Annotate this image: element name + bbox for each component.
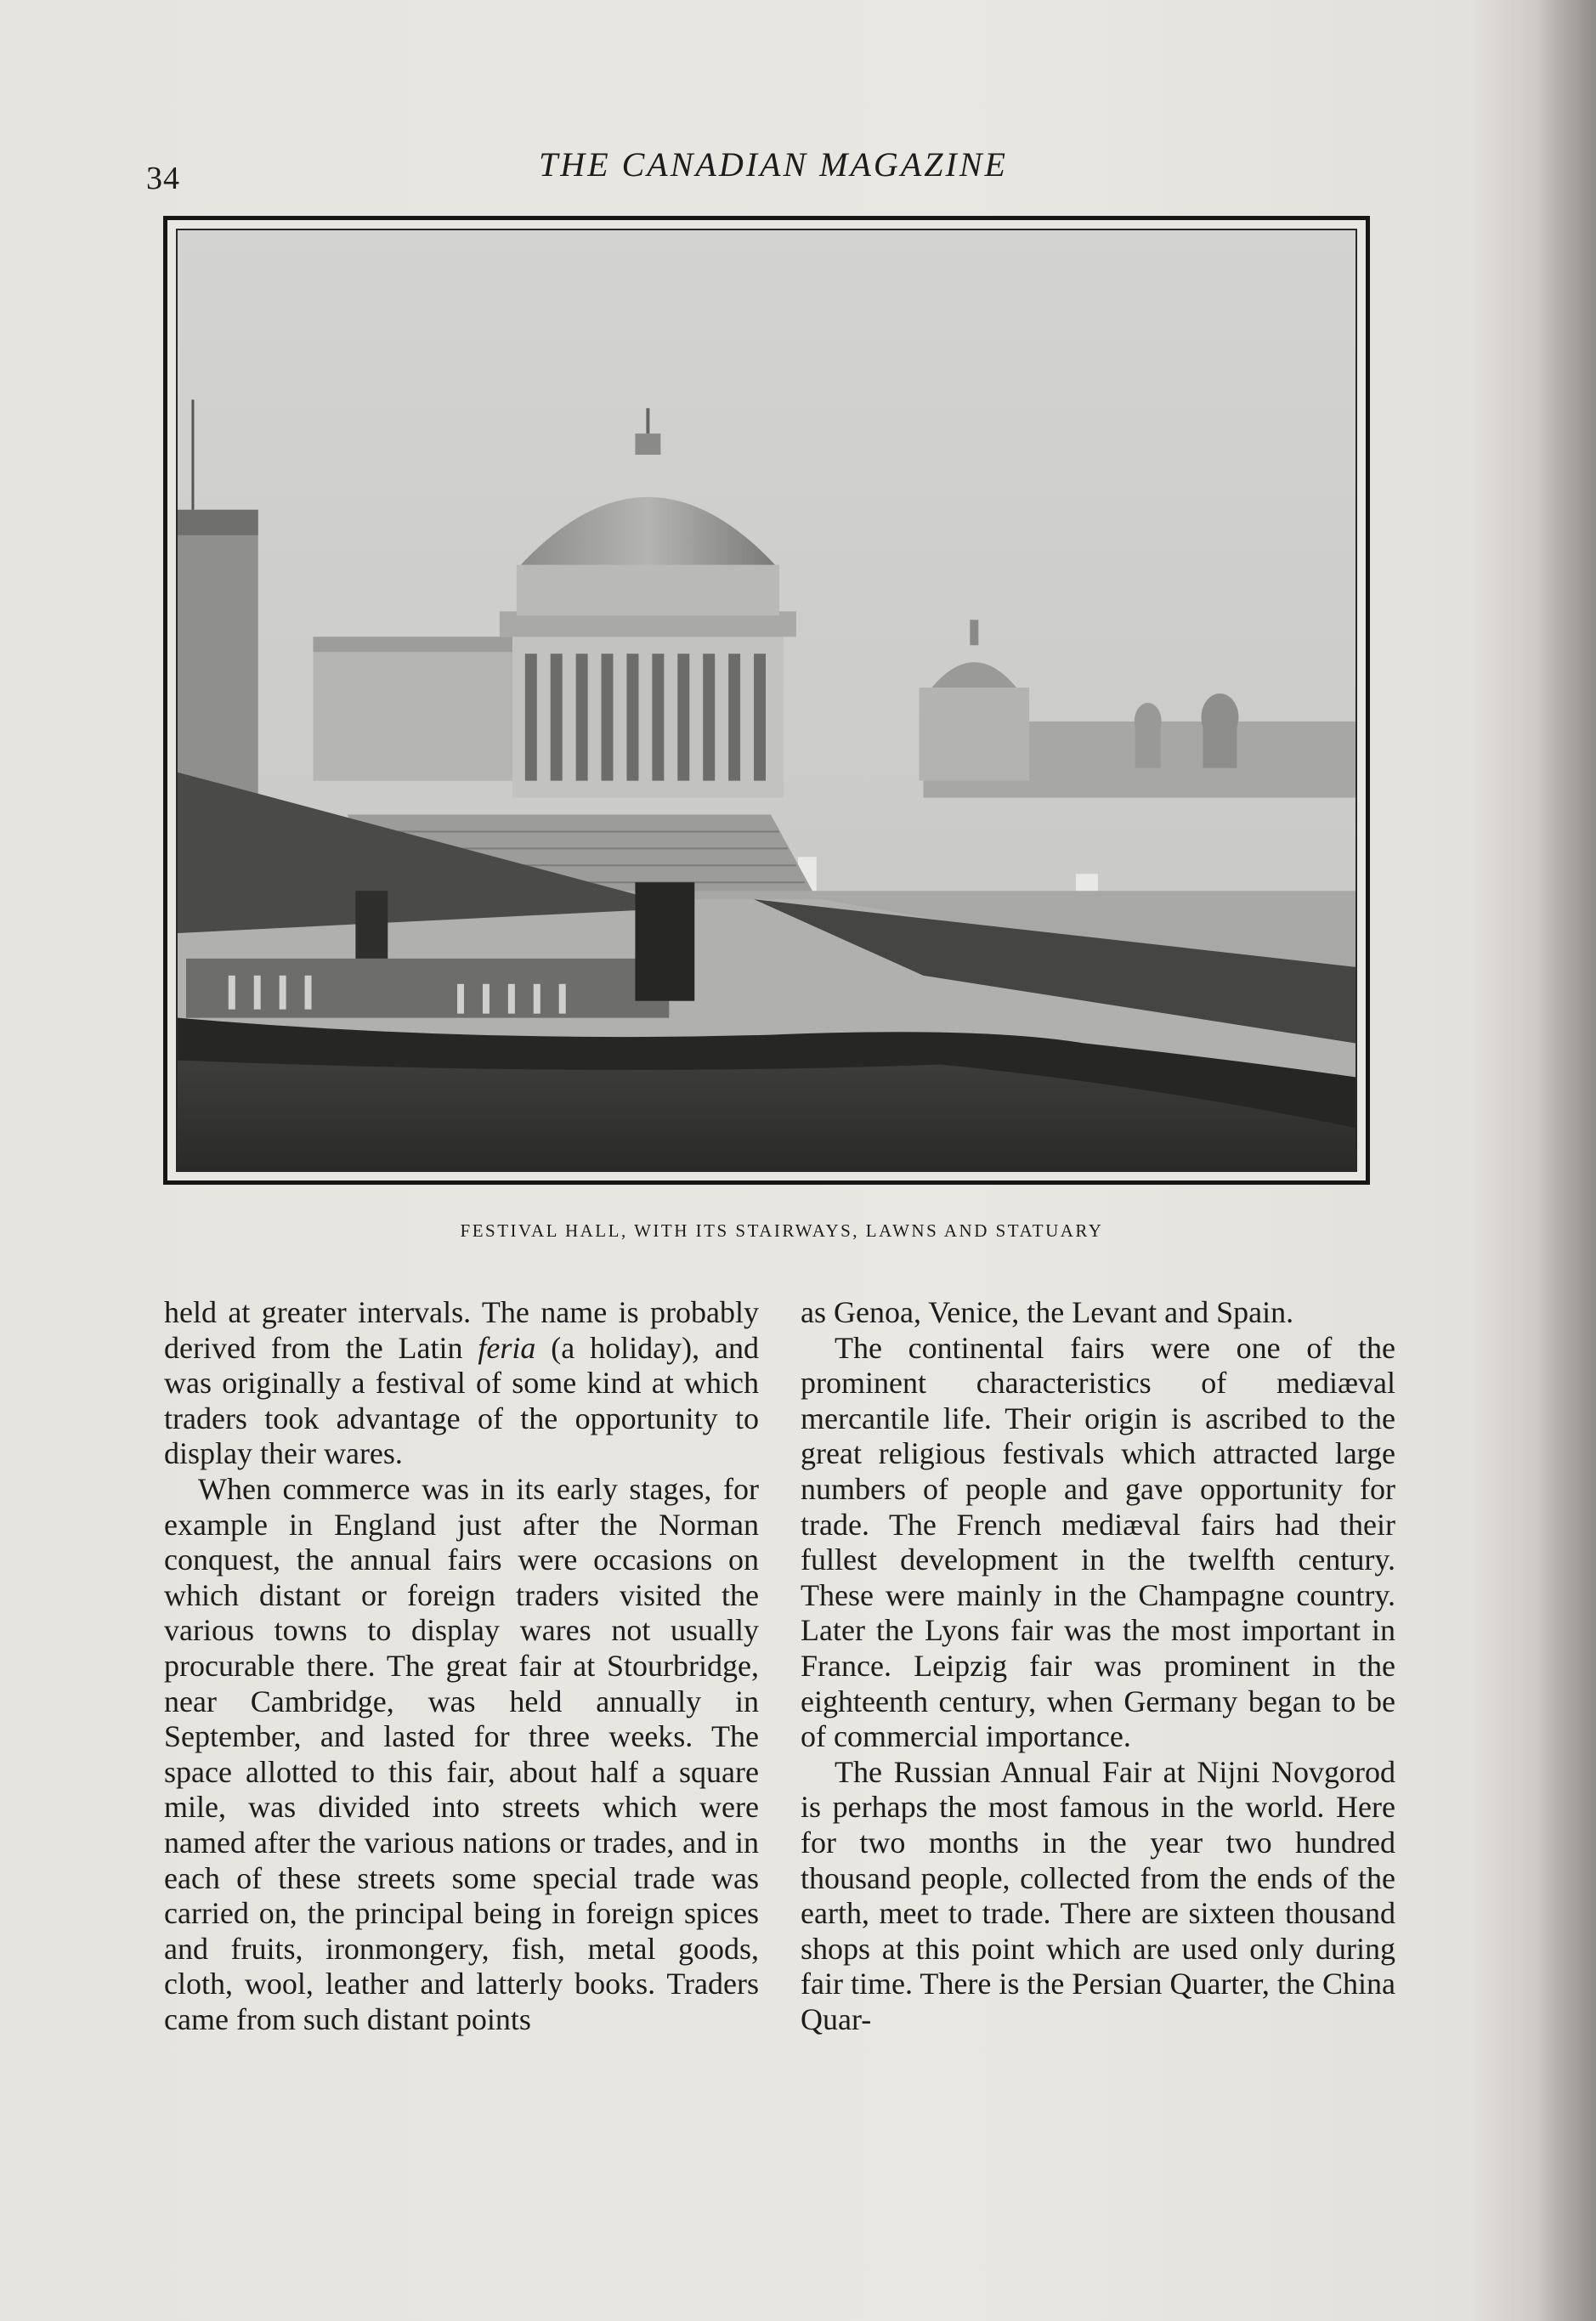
left-p1-text-start: held at greater intervals. The name is probably derived from the Latin	[164, 1295, 759, 1365]
festival-hall-photograph	[176, 229, 1357, 1172]
right-paragraph-1: as Genoa, Venice, the Levant and Spain.	[801, 1295, 1294, 1329]
right-paragraph-3: The Russian Annual Fair at Nijni Novgorod is perhaps the most famous in the world. Here for two months in the year two hundred thousand people, collected from the ends of the earth, meet to trade. There are sixteen thousand shops at this point which are used only during fair time. There is the Persian Quarter, the China Quar-	[801, 1754, 1395, 2036]
page-edge-shadow	[1537, 0, 1596, 2321]
latin-term: feria	[478, 1330, 536, 1365]
page-number: 34	[146, 161, 180, 196]
figure-caption: FESTIVAL HALL, WITH ITS STAIRWAYS, LAWNS AND STATUARY	[460, 1220, 1104, 1241]
left-paragraph-1	[164, 1295, 759, 1472]
left-text-column	[164, 1295, 759, 2037]
left-p1-text-end: (a holiday), and was originally a festival of some kind at which traders took advantage of the opportunity to display their wares.	[164, 1330, 759, 1471]
running-title: THE CANADIAN MAGAZINE	[539, 145, 1008, 184]
photo-plate-frame	[163, 216, 1370, 1185]
right-paragraph-2: The continental fairs were one of the prominent characteristics of mediæval mercantile life. Their origin is ascribed to the great religious festivals which attracted large numbers of people and gave opportunity for trade. The French mediæval fairs had their fullest development in the twelfth century. These were mainly in the Champagne country. Later the Lyons fair was the most important in France. Leipzig fair was prominent in the eighteenth century, when Germany began to be of commercial importance.	[801, 1330, 1395, 1754]
right-text-column	[801, 1295, 1395, 2037]
left-paragraph-2: When commerce was in its early stages, for example in England just after the Norman conquest, the annual fairs were occasions on which distant or foreign traders visited the various towns to display wares not usually procurable there. The great fair at Stourbridge, near Cambridge, was held annually in September, and lasted for three weeks. The space allotted to this fair, about half a square mile, was divided into streets which were named after the various nations or trades, and in each of these streets some special trade was carried on, the principal being in foreign spices and fruits, ironmongery, fish, metal goods, cloth, wool, leather and latterly books. Traders came from such distant points	[164, 1471, 759, 2036]
